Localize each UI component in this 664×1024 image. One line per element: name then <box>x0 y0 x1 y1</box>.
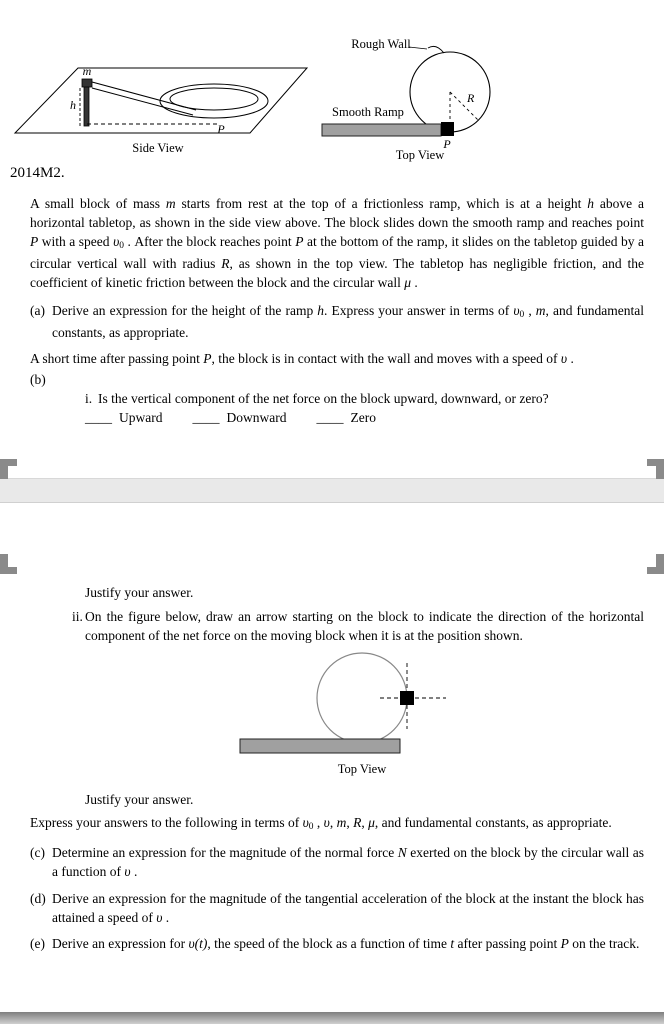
circular-wall-inner-rim <box>170 88 258 110</box>
problem-figures <box>0 0 664 162</box>
smooth-ramp-label: Smooth Ramp <box>332 105 404 119</box>
scan-corner-mark-top-left <box>0 459 17 479</box>
rough-wall-leader-line <box>409 47 427 49</box>
express-answers-note: Express your answers to the following in terms of υ0 , υ, m, R, μ, and fundamental constants, as appropriate. <box>30 815 612 833</box>
block-on-ramp <box>82 79 92 87</box>
choice-zero-label: Zero <box>350 410 376 425</box>
ramp-back-edge <box>84 84 89 126</box>
choice-zero <box>317 410 376 425</box>
top-view-caption: Top View <box>395 148 445 162</box>
point-p-label-top: P <box>443 137 451 151</box>
part-c-label: (c) <box>30 845 45 860</box>
part-a-label: (a) <box>30 303 45 318</box>
wall-end-hook <box>428 46 444 53</box>
smooth-ramp-top-view <box>322 124 441 136</box>
answer-figure <box>0 647 664 787</box>
height-label: h <box>70 98 76 112</box>
circular-wall-figure <box>317 653 407 743</box>
part-b-label: (b) <box>30 372 46 387</box>
choice-downward <box>193 410 287 425</box>
part-c-text: Determine an expression for the magnitude of the normal force N exerted on the block by the circular wall as a function of υ . <box>52 845 644 879</box>
part-d-text: Derive an expression for the magnitude of the tangential acceleration of the block at the instant the block has attained a speed of υ . <box>52 891 644 925</box>
after-part-a-paragraph: A short time after passing point P, the block is in contact with the wall and moves with a speed of υ . <box>30 351 574 366</box>
scan-corner-mark-top-right <box>647 459 664 479</box>
part-b-ii-text: On the figure below, draw an arrow starting on the block to indicate the direction of the horizontal component of the net force on the moving block when it is at the position shown. <box>85 609 644 643</box>
rough-wall-label: Rough Wall <box>351 37 411 51</box>
mass-label: m <box>82 64 92 78</box>
side-view-figure <box>15 64 307 155</box>
problem-id: 2014M2. <box>10 165 65 181</box>
part-a-text: Derive an expression for the height of the ramp h. Express your answer in terms of υ0 , m, and fundamental constants, as appropriate. <box>52 303 645 340</box>
part-a <box>30 301 644 342</box>
top-view-figure <box>322 37 490 162</box>
answer-blank-upward: ____ <box>85 410 112 425</box>
ramp-lower-edge <box>92 88 193 115</box>
page-two-content <box>0 583 664 953</box>
intro-paragraph: A small block of mass m starts from rest at the top of a frictionless ramp, which is at a height h above a horizontal tabletop, as shown in the side view above. The block slides down the smooth ramp and reaches point P with a speed υ0 . After the block reaches point P at the bottom of the ramp, it slides on the tabletop guided by a circular vertical wall with radius R, as shown in the top view. The tabletop has negligible friction, and the coefficient of kinetic friction between the block and the circular wall μ . <box>30 196 645 290</box>
answer-choices-row <box>85 408 644 427</box>
answer-figure-caption: Top View <box>337 762 387 776</box>
smooth-ramp-figure <box>240 739 400 753</box>
part-e <box>30 934 644 953</box>
choice-upward <box>85 410 163 425</box>
answer-blank-zero: ____ <box>316 410 344 425</box>
answer-blank-downward: ____ <box>192 410 220 425</box>
part-d-label: (d) <box>30 891 46 906</box>
point-p-label: P <box>217 122 225 136</box>
page-break-band <box>0 478 664 503</box>
part-b-i-question: Is the vertical component of the net force on the block upward, downward, or zero? <box>98 391 549 406</box>
next-page-edge <box>0 1012 664 1024</box>
part-b-item-ii <box>72 607 644 645</box>
part-b-ii-label: ii. <box>72 609 83 624</box>
part-e-label: (e) <box>30 936 45 951</box>
choice-upward-label: Upward <box>119 410 163 425</box>
circular-wall-outer-rim <box>160 84 268 118</box>
part-e-text: Derive an expression for υ(t), the speed of the block as a function of time t after passing point P on the track. <box>52 936 640 951</box>
scan-corner-mark-bottom-right <box>647 554 664 574</box>
part-b-i-label: i. <box>85 391 93 406</box>
radius-label: R <box>467 91 475 105</box>
block-at-p <box>441 122 454 136</box>
part-c <box>30 843 644 881</box>
part-d <box>30 889 644 927</box>
choice-downward-label: Downward <box>226 410 287 425</box>
final-parts <box>30 813 644 953</box>
justify-answer-1: Justify your answer. <box>85 585 194 600</box>
part-b-item-i <box>85 389 644 408</box>
justify-answer-2: Justify your answer. <box>85 792 194 807</box>
side-view-caption: Side View <box>132 141 184 155</box>
problem-body <box>30 194 644 427</box>
scan-corner-mark-bottom-left <box>0 554 17 574</box>
block-position <box>400 691 414 705</box>
